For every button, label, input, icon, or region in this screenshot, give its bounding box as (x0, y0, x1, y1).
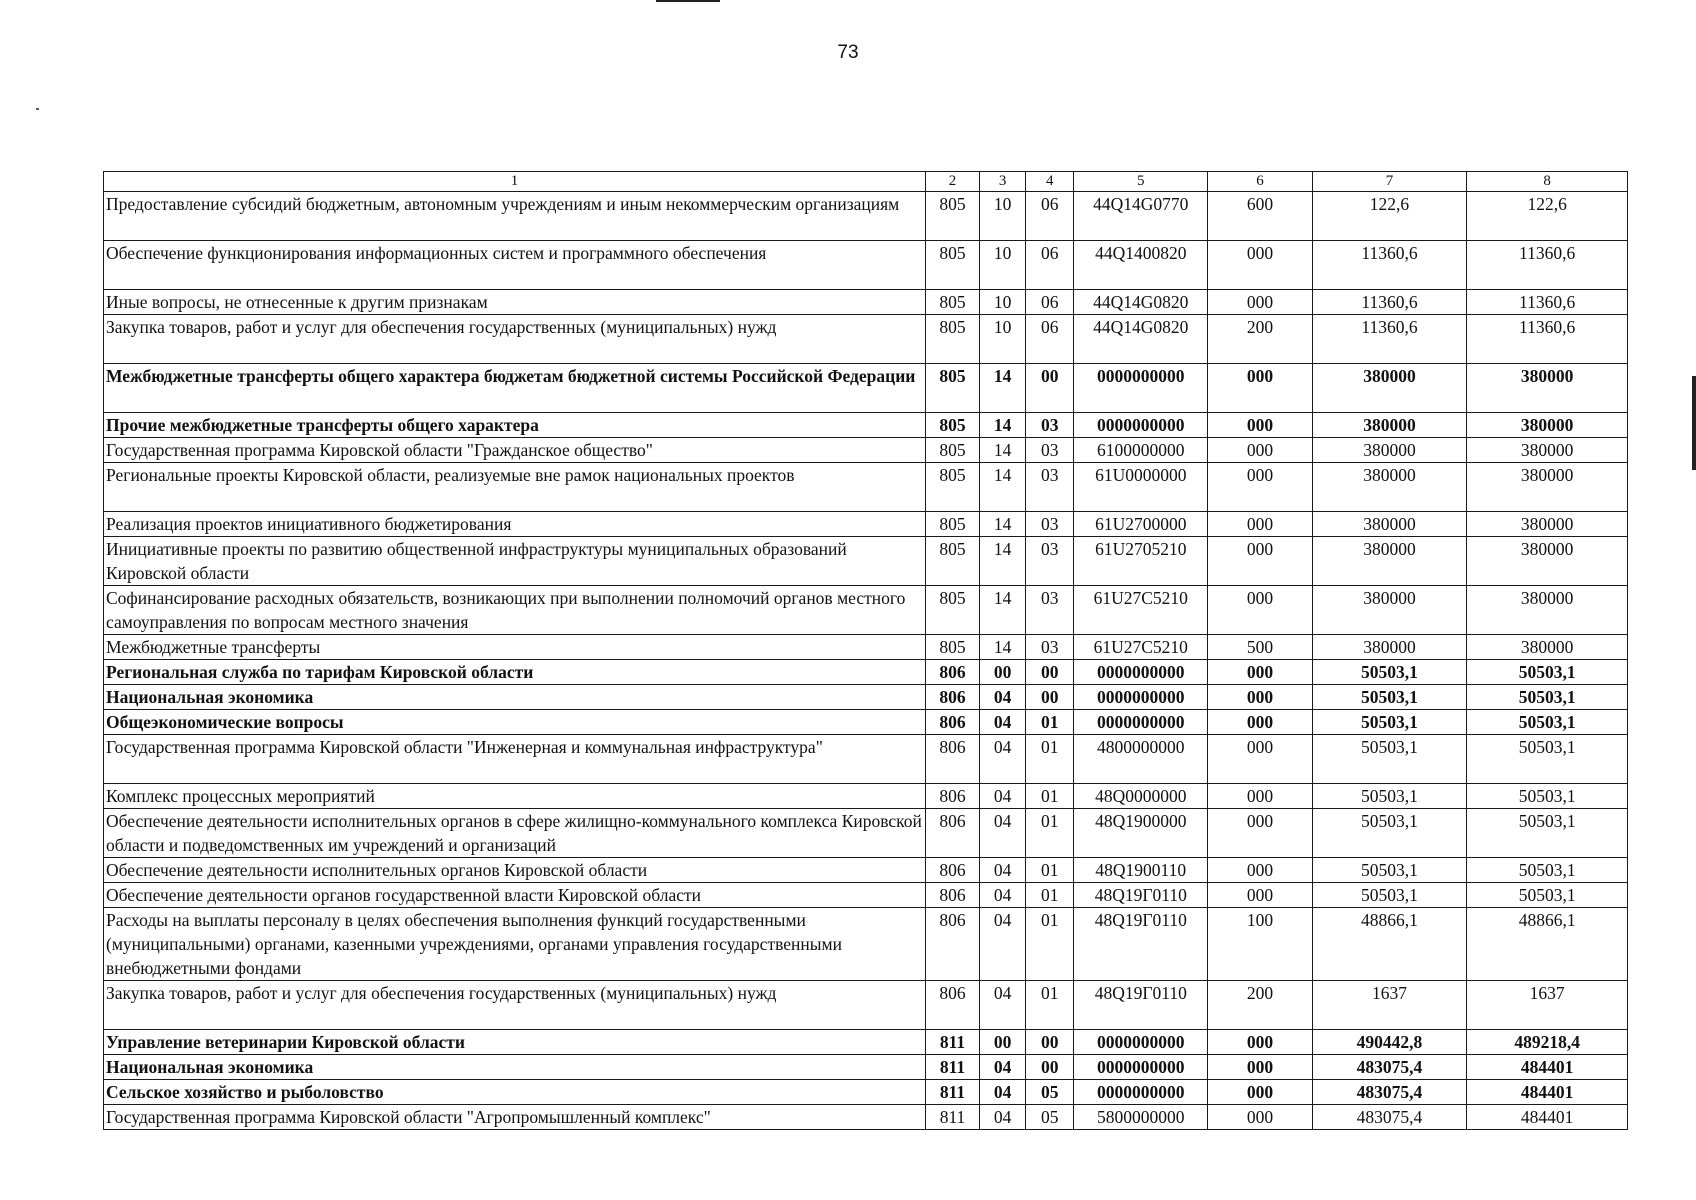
subsection-cell: 03 (1026, 438, 1074, 463)
expense-type-cell: 000 (1208, 1080, 1312, 1105)
subsection-cell: 00 (1026, 1055, 1074, 1080)
subsection-cell: 03 (1026, 512, 1074, 537)
target-item-cell: 0000000000 (1074, 1030, 1208, 1055)
gov-code-cell: 805 (925, 438, 979, 463)
target-item-cell: 44Q14G0820 (1074, 290, 1208, 315)
description-cell: Обеспечение деятельности органов государственной власти Кировской области (104, 883, 926, 908)
amount-year1-cell: 50503,1 (1312, 809, 1467, 858)
subsection-cell: 05 (1026, 1105, 1074, 1130)
subsection-cell: 06 (1026, 315, 1074, 364)
section-cell: 04 (980, 735, 1026, 784)
table-row (104, 192, 1628, 241)
amount-year1-cell: 50503,1 (1312, 710, 1467, 735)
table-row (104, 883, 1628, 908)
table-row (104, 1105, 1628, 1130)
section-cell: 10 (980, 192, 1026, 241)
target-item-cell: 0000000000 (1074, 660, 1208, 685)
section-cell: 10 (980, 290, 1026, 315)
target-item-cell: 61U27C5210 (1074, 635, 1208, 660)
section-cell: 04 (980, 1080, 1026, 1105)
expense-type-cell: 000 (1208, 784, 1312, 809)
expense-type-cell: 000 (1208, 364, 1312, 413)
amount-year1-cell: 380000 (1312, 586, 1467, 635)
target-item-cell: 4800000000 (1074, 735, 1208, 784)
scan-speck (36, 108, 39, 110)
amount-year1-cell: 380000 (1312, 413, 1467, 438)
description-cell: Комплекс процессных мероприятий (104, 784, 926, 809)
description-cell: Обеспечение функционирования информационных систем и программного обеспечения (104, 241, 926, 290)
amount-year2-cell: 50503,1 (1467, 858, 1628, 883)
description-cell: Государственная программа Кировской области "Инженерная и коммунальная инфраструктура" (104, 735, 926, 784)
table-header-row (104, 172, 1628, 192)
subsection-cell: 01 (1026, 883, 1074, 908)
expense-type-cell: 600 (1208, 192, 1312, 241)
budget-table (103, 171, 1628, 1130)
expense-type-cell: 200 (1208, 315, 1312, 364)
expense-type-cell: 000 (1208, 537, 1312, 586)
description-cell: Прочие межбюджетные трансферты общего характера (104, 413, 926, 438)
target-item-cell: 0000000000 (1074, 685, 1208, 710)
section-cell: 14 (980, 537, 1026, 586)
right-edge-mark (1692, 376, 1696, 470)
amount-year1-cell: 11360,6 (1312, 241, 1467, 290)
subsection-cell: 01 (1026, 735, 1074, 784)
table-row (104, 1055, 1628, 1080)
amount-year2-cell: 50503,1 (1467, 660, 1628, 685)
gov-code-cell: 806 (925, 883, 979, 908)
amount-year2-cell: 50503,1 (1467, 809, 1628, 858)
target-item-cell: 48Q0000000 (1074, 784, 1208, 809)
amount-year2-cell: 11360,6 (1467, 315, 1628, 364)
amount-year2-cell: 50503,1 (1467, 735, 1628, 784)
header-cell: 2 (925, 172, 979, 192)
amount-year2-cell: 122,6 (1467, 192, 1628, 241)
amount-year1-cell: 483075,4 (1312, 1105, 1467, 1130)
expense-type-cell: 000 (1208, 1055, 1312, 1080)
amount-year1-cell: 50503,1 (1312, 685, 1467, 710)
amount-year1-cell: 490442,8 (1312, 1030, 1467, 1055)
expense-type-cell: 000 (1208, 710, 1312, 735)
expense-type-cell: 000 (1208, 735, 1312, 784)
page-number: 73 (837, 42, 859, 63)
amount-year1-cell: 50503,1 (1312, 858, 1467, 883)
table-row (104, 784, 1628, 809)
table-row (104, 1030, 1628, 1055)
expense-type-cell: 200 (1208, 981, 1312, 1030)
expense-type-cell: 000 (1208, 1030, 1312, 1055)
amount-year1-cell: 380000 (1312, 463, 1467, 512)
header-cell: 5 (1074, 172, 1208, 192)
target-item-cell: 48Q19Г0110 (1074, 981, 1208, 1030)
expense-type-cell: 000 (1208, 290, 1312, 315)
gov-code-cell: 806 (925, 908, 979, 981)
table-row (104, 908, 1628, 981)
section-cell: 00 (980, 1030, 1026, 1055)
amount-year2-cell: 48866,1 (1467, 908, 1628, 981)
table-row (104, 537, 1628, 586)
subsection-cell: 01 (1026, 981, 1074, 1030)
section-cell: 04 (980, 981, 1026, 1030)
subsection-cell: 01 (1026, 858, 1074, 883)
gov-code-cell: 805 (925, 315, 979, 364)
amount-year1-cell: 1637 (1312, 981, 1467, 1030)
gov-code-cell: 805 (925, 241, 979, 290)
gov-code-cell: 805 (925, 192, 979, 241)
expense-type-cell: 000 (1208, 1105, 1312, 1130)
table-row (104, 586, 1628, 635)
header-cell: 3 (980, 172, 1026, 192)
header-cell: 8 (1467, 172, 1628, 192)
amount-year2-cell: 50503,1 (1467, 883, 1628, 908)
description-cell: Управление ветеринарии Кировской области (104, 1030, 926, 1055)
table-row (104, 1080, 1628, 1105)
table-row (104, 364, 1628, 413)
header-cell: 4 (1026, 172, 1074, 192)
amount-year1-cell: 483075,4 (1312, 1055, 1467, 1080)
header-cell: 7 (1312, 172, 1467, 192)
gov-code-cell: 806 (925, 685, 979, 710)
section-cell: 04 (980, 858, 1026, 883)
table-row (104, 685, 1628, 710)
description-cell: Обеспечение деятельности исполнительных органов Кировской области (104, 858, 926, 883)
subsection-cell: 06 (1026, 290, 1074, 315)
subsection-cell: 01 (1026, 809, 1074, 858)
section-cell: 14 (980, 586, 1026, 635)
gov-code-cell: 805 (925, 537, 979, 586)
target-item-cell: 6100000000 (1074, 438, 1208, 463)
table-row (104, 809, 1628, 858)
subsection-cell: 06 (1026, 241, 1074, 290)
target-item-cell: 0000000000 (1074, 1080, 1208, 1105)
amount-year2-cell: 50503,1 (1467, 784, 1628, 809)
amount-year1-cell: 50503,1 (1312, 660, 1467, 685)
target-item-cell: 0000000000 (1074, 413, 1208, 438)
table-row (104, 512, 1628, 537)
target-item-cell: 61U2705210 (1074, 537, 1208, 586)
expense-type-cell: 000 (1208, 858, 1312, 883)
amount-year2-cell: 484401 (1467, 1105, 1628, 1130)
subsection-cell: 00 (1026, 685, 1074, 710)
gov-code-cell: 806 (925, 981, 979, 1030)
expense-type-cell: 000 (1208, 883, 1312, 908)
description-cell: Общеэкономические вопросы (104, 710, 926, 735)
subsection-cell: 03 (1026, 635, 1074, 660)
amount-year2-cell: 11360,6 (1467, 290, 1628, 315)
table-row (104, 660, 1628, 685)
gov-code-cell: 806 (925, 858, 979, 883)
amount-year1-cell: 50503,1 (1312, 735, 1467, 784)
section-cell: 10 (980, 241, 1026, 290)
gov-code-cell: 805 (925, 512, 979, 537)
subsection-cell: 01 (1026, 710, 1074, 735)
description-cell: Реализация проектов инициативного бюджетирования (104, 512, 926, 537)
description-cell: Предоставление субсидий бюджетным, автономным учреждениям и иным некоммерческим организациям (104, 192, 926, 241)
expense-type-cell: 000 (1208, 438, 1312, 463)
section-cell: 04 (980, 710, 1026, 735)
amount-year2-cell: 380000 (1467, 586, 1628, 635)
target-item-cell: 44Q14G0820 (1074, 315, 1208, 364)
expense-type-cell: 000 (1208, 660, 1312, 685)
target-item-cell: 0000000000 (1074, 710, 1208, 735)
gov-code-cell: 811 (925, 1055, 979, 1080)
subsection-cell: 01 (1026, 908, 1074, 981)
section-cell: 00 (980, 660, 1026, 685)
subsection-cell: 05 (1026, 1080, 1074, 1105)
top-edge-mark (656, 0, 720, 2)
table-row (104, 463, 1628, 512)
table-row (104, 710, 1628, 735)
expense-type-cell: 000 (1208, 241, 1312, 290)
table-row (104, 290, 1628, 315)
amount-year1-cell: 48866,1 (1312, 908, 1467, 981)
amount-year2-cell: 484401 (1467, 1080, 1628, 1105)
description-cell: Региональные проекты Кировской области, реализуемые вне рамок национальных проектов (104, 463, 926, 512)
header-cell: 6 (1208, 172, 1312, 192)
target-item-cell: 61U0000000 (1074, 463, 1208, 512)
target-item-cell: 44Q14G0770 (1074, 192, 1208, 241)
expense-type-cell: 000 (1208, 413, 1312, 438)
table-row (104, 413, 1628, 438)
subsection-cell: 01 (1026, 784, 1074, 809)
amount-year2-cell: 380000 (1467, 537, 1628, 586)
gov-code-cell: 805 (925, 586, 979, 635)
target-item-cell: 48Q19Г0110 (1074, 883, 1208, 908)
section-cell: 14 (980, 413, 1026, 438)
target-item-cell: 44Q1400820 (1074, 241, 1208, 290)
description-cell: Национальная экономика (104, 685, 926, 710)
gov-code-cell: 806 (925, 784, 979, 809)
section-cell: 04 (980, 809, 1026, 858)
gov-code-cell: 811 (925, 1105, 979, 1130)
amount-year2-cell: 11360,6 (1467, 241, 1628, 290)
gov-code-cell: 811 (925, 1030, 979, 1055)
amount-year2-cell: 380000 (1467, 438, 1628, 463)
expense-type-cell: 500 (1208, 635, 1312, 660)
target-item-cell: 48Q1900110 (1074, 858, 1208, 883)
section-cell: 10 (980, 315, 1026, 364)
amount-year2-cell: 380000 (1467, 463, 1628, 512)
amount-year2-cell: 380000 (1467, 364, 1628, 413)
description-cell: Национальная экономика (104, 1055, 926, 1080)
section-cell: 04 (980, 1105, 1026, 1130)
amount-year2-cell: 50503,1 (1467, 685, 1628, 710)
amount-year1-cell: 380000 (1312, 635, 1467, 660)
section-cell: 14 (980, 635, 1026, 660)
subsection-cell: 03 (1026, 586, 1074, 635)
table-row (104, 315, 1628, 364)
amount-year1-cell: 380000 (1312, 537, 1467, 586)
subsection-cell: 00 (1026, 1030, 1074, 1055)
amount-year1-cell: 11360,6 (1312, 315, 1467, 364)
amount-year2-cell: 484401 (1467, 1055, 1628, 1080)
table-row (104, 735, 1628, 784)
section-cell: 04 (980, 908, 1026, 981)
gov-code-cell: 806 (925, 660, 979, 685)
amount-year1-cell: 11360,6 (1312, 290, 1467, 315)
amount-year1-cell: 50503,1 (1312, 784, 1467, 809)
description-cell: Закупка товаров, работ и услуг для обеспечения государственных (муниципальных) нужд (104, 315, 926, 364)
description-cell: Региональная служба по тарифам Кировской области (104, 660, 926, 685)
gov-code-cell: 806 (925, 809, 979, 858)
subsection-cell: 06 (1026, 192, 1074, 241)
gov-code-cell: 806 (925, 710, 979, 735)
gov-code-cell: 806 (925, 735, 979, 784)
amount-year2-cell: 50503,1 (1467, 710, 1628, 735)
description-cell: Инициативные проекты по развитию общественной инфраструктуры муниципальных образований Кировской области (104, 537, 926, 586)
description-cell: Софинансирование расходных обязательств, возникающих при выполнении полномочий органов местного самоуправления по вопросам местного значения (104, 586, 926, 635)
expense-type-cell: 000 (1208, 685, 1312, 710)
description-cell: Государственная программа Кировской области "Гражданское общество" (104, 438, 926, 463)
amount-year1-cell: 50503,1 (1312, 883, 1467, 908)
description-cell: Межбюджетные трансферты общего характера бюджетам бюджетной системы Российской Федерации (104, 364, 926, 413)
expense-type-cell: 000 (1208, 586, 1312, 635)
section-cell: 04 (980, 1055, 1026, 1080)
target-item-cell: 0000000000 (1074, 364, 1208, 413)
amount-year1-cell: 483075,4 (1312, 1080, 1467, 1105)
description-cell: Сельское хозяйство и рыболовство (104, 1080, 926, 1105)
amount-year1-cell: 122,6 (1312, 192, 1467, 241)
table-row (104, 858, 1628, 883)
subsection-cell: 00 (1026, 364, 1074, 413)
gov-code-cell: 811 (925, 1080, 979, 1105)
table-row (104, 635, 1628, 660)
subsection-cell: 03 (1026, 413, 1074, 438)
section-cell: 14 (980, 463, 1026, 512)
expense-type-cell: 000 (1208, 463, 1312, 512)
amount-year2-cell: 380000 (1467, 413, 1628, 438)
amount-year1-cell: 380000 (1312, 512, 1467, 537)
amount-year2-cell: 380000 (1467, 635, 1628, 660)
subsection-cell: 00 (1026, 660, 1074, 685)
gov-code-cell: 805 (925, 290, 979, 315)
amount-year2-cell: 380000 (1467, 512, 1628, 537)
target-item-cell: 61U27C5210 (1074, 586, 1208, 635)
amount-year1-cell: 380000 (1312, 364, 1467, 413)
section-cell: 04 (980, 685, 1026, 710)
amount-year2-cell: 489218,4 (1467, 1030, 1628, 1055)
section-cell: 14 (980, 512, 1026, 537)
subsection-cell: 03 (1026, 537, 1074, 586)
section-cell: 04 (980, 883, 1026, 908)
target-item-cell: 0000000000 (1074, 1055, 1208, 1080)
header-cell: 1 (104, 172, 926, 192)
target-item-cell: 48Q1900000 (1074, 809, 1208, 858)
table-body (104, 172, 1628, 1130)
section-cell: 14 (980, 364, 1026, 413)
table-row (104, 438, 1628, 463)
gov-code-cell: 805 (925, 364, 979, 413)
target-item-cell: 48Q19Г0110 (1074, 908, 1208, 981)
subsection-cell: 03 (1026, 463, 1074, 512)
gov-code-cell: 805 (925, 413, 979, 438)
description-cell: Иные вопросы, не отнесенные к другим признакам (104, 290, 926, 315)
amount-year2-cell: 1637 (1467, 981, 1628, 1030)
gov-code-cell: 805 (925, 463, 979, 512)
description-cell: Расходы на выплаты персоналу в целях обеспечения выполнения функций государственными (муниципальными) органами, казенными учреждениями, органами управления государственными внебюджетными фондами (104, 908, 926, 981)
amount-year1-cell: 380000 (1312, 438, 1467, 463)
table-row (104, 241, 1628, 290)
section-cell: 04 (980, 784, 1026, 809)
description-cell: Межбюджетные трансферты (104, 635, 926, 660)
table-row (104, 981, 1628, 1030)
gov-code-cell: 805 (925, 635, 979, 660)
section-cell: 14 (980, 438, 1026, 463)
description-cell: Закупка товаров, работ и услуг для обеспечения государственных (муниципальных) нужд (104, 981, 926, 1030)
description-cell: Обеспечение деятельности исполнительных органов в сфере жилищно-коммунального комплекса Кировской области и подведомственных им учреждений и организаций (104, 809, 926, 858)
expense-type-cell: 100 (1208, 908, 1312, 981)
target-item-cell: 5800000000 (1074, 1105, 1208, 1130)
expense-type-cell: 000 (1208, 809, 1312, 858)
expense-type-cell: 000 (1208, 512, 1312, 537)
description-cell: Государственная программа Кировской области "Агропромышленный комплекс" (104, 1105, 926, 1130)
target-item-cell: 61U2700000 (1074, 512, 1208, 537)
